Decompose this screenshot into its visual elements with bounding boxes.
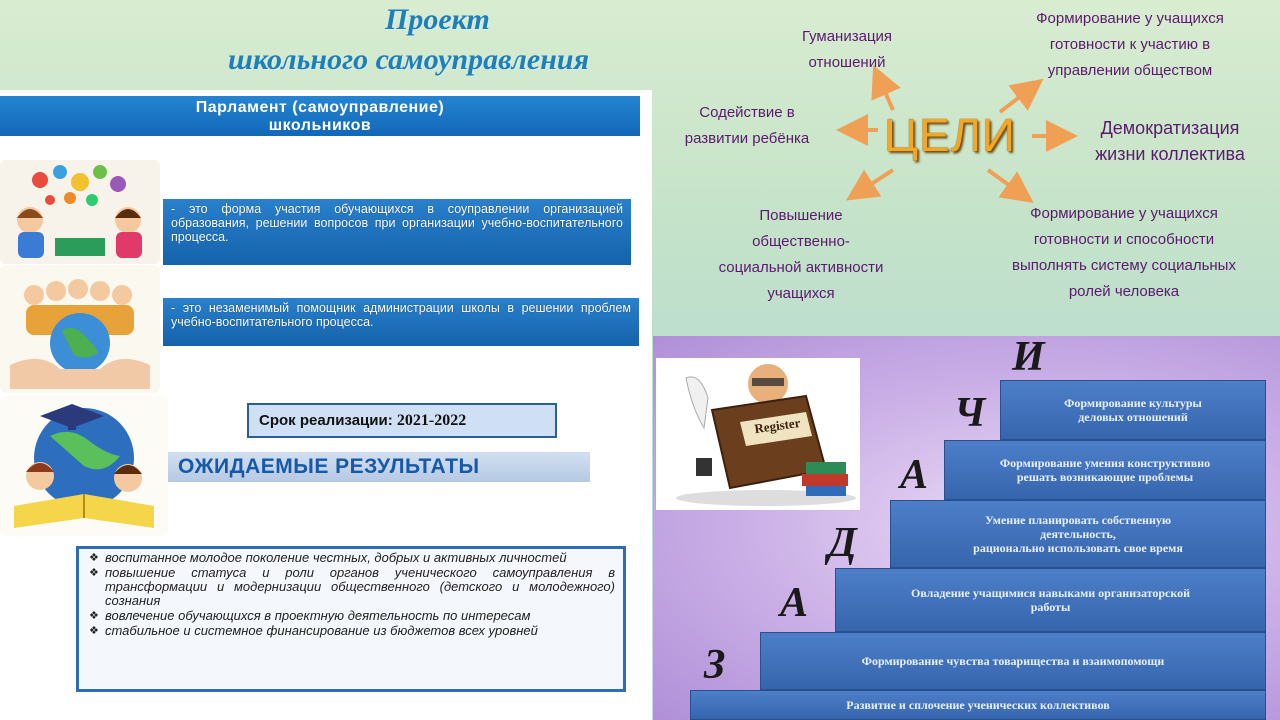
- goal-activity-line: социальной активности: [718, 259, 884, 276]
- goal-activity: [686, 203, 916, 307]
- goal-humanization-line: отношений: [808, 54, 886, 71]
- task-step-1: [1000, 380, 1266, 440]
- term-value: 2021-2022: [396, 412, 467, 429]
- parliament-heading-line-2: школьников: [268, 117, 372, 134]
- definition-box-2: - это незаменимый помощник администрации школы в решении проблем учебно-воспитательного процесса.: [163, 298, 639, 346]
- goal-humanization: [782, 24, 912, 76]
- goal-participation-line: Формирование у учащихся: [1036, 10, 1224, 27]
- task-step-line: Овладение учащимися навыками организаторской: [910, 586, 1191, 600]
- tasks-letter: Ч: [954, 390, 986, 436]
- task-step-line: Формирование умения конструктивно: [999, 456, 1211, 470]
- goal-assistance-line: Содействие в: [699, 104, 795, 121]
- register-book-icon: [656, 358, 860, 510]
- goal-democratization: [1070, 115, 1270, 167]
- goals-center-label: ЦЕЛИ: [884, 109, 1016, 161]
- goal-activity-line: Повышение: [759, 207, 843, 224]
- task-step-line: деятельность,: [1040, 527, 1116, 541]
- task-step-line: решать возникающие проблемы: [1016, 470, 1194, 484]
- task-step-2: [944, 440, 1266, 500]
- register-book-label: Register: [753, 414, 802, 437]
- goal-assistance-line: развитии ребёнка: [684, 130, 810, 147]
- task-step-4: [835, 568, 1266, 632]
- goal-assistance: [660, 100, 834, 152]
- goal-democratization-line: Демократизация: [1100, 118, 1240, 138]
- arrow-to-activity: [856, 170, 893, 194]
- goal-roles-line: Формирование у учащихся: [1030, 205, 1218, 222]
- task-step-line: Умение планировать собственную: [984, 513, 1172, 527]
- goal-participation-line: готовности к участию в: [1049, 36, 1211, 53]
- task-step-6: [690, 690, 1266, 720]
- goal-humanization-line: Гуманизация: [801, 28, 893, 45]
- task-step-line: Развитие и сплочение ученических коллективов: [846, 698, 1110, 712]
- task-step-line: работы: [1030, 600, 1071, 614]
- goal-roles-line: ролей человека: [1068, 283, 1180, 300]
- task-step-line: деловых отношений: [1078, 410, 1188, 424]
- results-item: ❖ вовлечение обучающихся в проектную деятельность по интересам: [89, 609, 615, 623]
- task-step-line: рационально использовать свое время: [973, 541, 1183, 555]
- tasks-letter: А: [780, 580, 809, 626]
- parliament-heading-line-1: Парламент (самоуправление): [195, 99, 445, 116]
- goal-activity-line: учащихся: [767, 285, 835, 302]
- goal-activity-line: общественно-: [752, 233, 850, 250]
- results-item: ❖ воспитанное молодое поколение честных, добрых и активных личностей: [89, 551, 615, 565]
- tasks-letter: И: [1012, 334, 1045, 380]
- results-item: ❖ стабильное и системное финансирование из бюджетов всех уровней: [89, 624, 615, 638]
- tasks-letter: З: [704, 642, 726, 688]
- results-heading: ОЖИДАЕМЫЕ РЕЗУЛЬТАТЫ: [168, 452, 590, 482]
- results-item: ❖ повышение статуса и роли органов ученического самоуправления в трансформации и модернизации общественного (детского и молодежного) сознания: [89, 566, 615, 608]
- task-step-line: Формирование культуры: [1064, 396, 1202, 410]
- goal-democratization-line: жизни коллектива: [1095, 144, 1245, 164]
- goal-participation-line: управлении обществом: [1047, 62, 1213, 79]
- tasks-letter: А: [900, 452, 929, 498]
- goal-participation: [1010, 6, 1250, 84]
- goal-roles-line: выполнять систему социальных: [1012, 257, 1236, 274]
- register-illustration: [656, 358, 860, 510]
- goal-roles-line: готовности и способности: [1033, 231, 1215, 248]
- term-label: Срок реализации:: [259, 412, 393, 429]
- title-line-2: школьного самоуправления: [228, 43, 590, 76]
- task-step-5: [760, 632, 1266, 690]
- arrow-to-roles: [988, 170, 1024, 196]
- task-step-3: [890, 500, 1266, 568]
- definition-box-1: - это форма участия обучающихся в соуправлении организацией образования, решении вопросов при организации учебно-воспитательного процесса.: [163, 199, 631, 265]
- arrow-to-humanization: [878, 76, 893, 110]
- title-line-1: Проект: [385, 3, 490, 36]
- tasks-letter: Д: [828, 520, 857, 566]
- goal-roles: [976, 201, 1272, 305]
- task-step-line: Формирование чувства товарищества и взаимопомощи: [861, 654, 1165, 668]
